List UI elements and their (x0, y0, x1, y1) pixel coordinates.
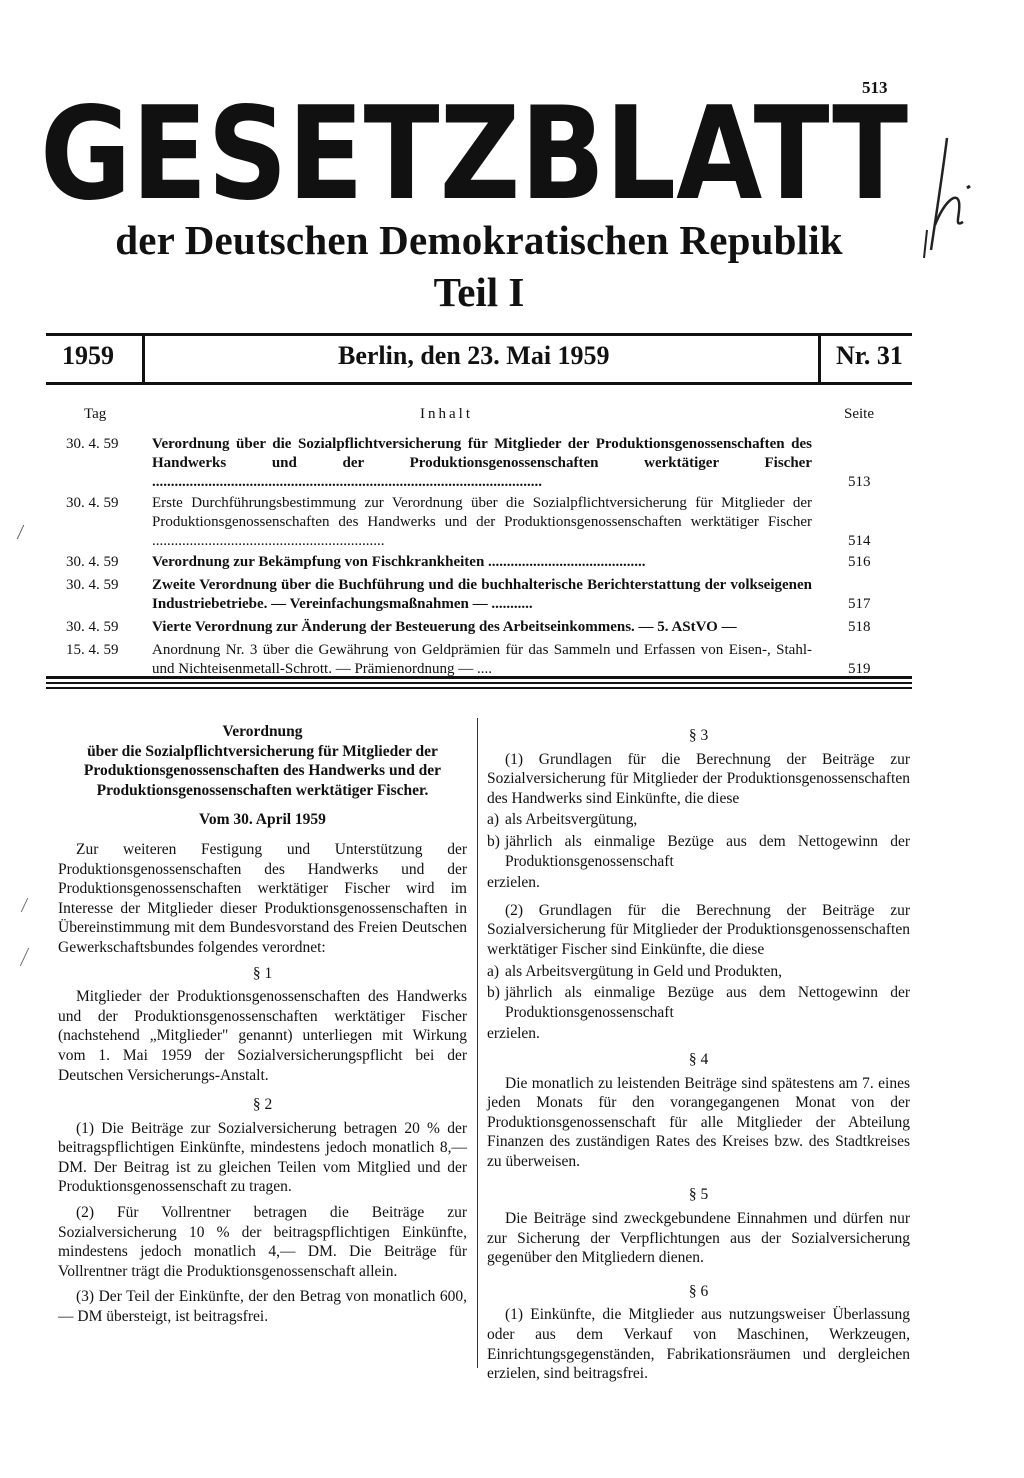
list-text: jährlich als einmalige Bezüge aus dem Nettogewinn der Produktionsgenossenschaft (505, 832, 910, 870)
handwritten-mark (915, 130, 985, 260)
list-label: b) (487, 832, 500, 850)
column-divider (477, 718, 478, 1368)
gazette-title (40, 88, 908, 208)
list-item (487, 832, 910, 871)
toc-date: 15. 4. 59 (66, 642, 119, 658)
table-of-contents (48, 403, 920, 681)
gazette-part: Teil I (433, 269, 525, 315)
ordinance-subject: über die Sozialpflichtversicherung für Mitglieder der Produktionsgenossenschaften des Handwerks und der Produktionsgenossenschaften werktätiger Fischer. (83, 742, 442, 799)
toc-entry (48, 576, 920, 614)
toc-entry (48, 435, 920, 492)
toc-date: 30. 4. 59 (66, 554, 119, 570)
gazette-subtitle: der Deutschen Demokratischen Republik (115, 217, 843, 263)
info-divider (142, 336, 145, 382)
toc-title: Verordnung zur Bekämpfung von Fischkrankheiten .......................................... (152, 554, 646, 570)
col-page: Seite (844, 406, 874, 422)
section-title: § 3 (688, 727, 709, 744)
toc-date: 30. 4. 59 (66, 495, 119, 511)
toc-page: 517 (848, 596, 871, 612)
toc-title: Verordnung über die Sozialpflichtversicherung für Mitglieder der Produktionsgenossenschaften des Handwerks und der Produktionsgenossenschaften werktätiger Fischer ........................................................................................................ (152, 436, 812, 490)
section-text: (3) Der Teil der Einkünfte, der den Betrag von monatlich 600,— DM übersteigt, ist beitragsfrei. (58, 1288, 467, 1326)
section-text: (2) Grundlagen für die Berechnung der Beiträge zur Sozialversicherung für Mitglieder der Produktionsgenossenschaften werktätiger Fischer sind Einkünfte, die diese (487, 901, 910, 958)
section-text: (1) Grundlagen für die Berechnung der Beiträge zur Sozialversicherung für Mitglieder der Produktionsgenossenschaften des Handwerks sind Einkünfte, die diese (487, 750, 910, 807)
toc-page: 518 (848, 619, 871, 635)
list-text: als Arbeitsvergütung, (505, 811, 638, 829)
list-item (487, 983, 910, 1022)
list-label: b) (487, 984, 500, 1002)
section-title: § 6 (688, 1282, 709, 1300)
section-text: erzielen. (487, 1025, 540, 1043)
section-text: Die monatlich zu leistenden Beiträge sind spätestens am 7. eines jeden Monats für den vorangegangenen Monat von der Produktionsgenossenschaft für alle Mitglieder der Abteilung Finanzen des zuständigen Rates des Kreises bzw. des Stadtkreises zu überweisen. (487, 1074, 910, 1170)
section-text: (1) Einkünfte, die Mitglieder aus nutzungsweiser Überlassung oder aus dem Verkauf von Maschinen, Werkzeugen, Einrichtungsgegenständen, Fabrikationsräumen und dergleichen erzielen, sind beitragsfrei. (487, 1306, 910, 1383)
section-title: § 5 (688, 1186, 709, 1204)
issue-year: 1959 (62, 341, 114, 370)
col-day: Tag (84, 406, 107, 422)
toc-date: 30. 4. 59 (66, 619, 119, 635)
right-column (487, 722, 910, 1390)
gazette-title-text: GESETZBLATT (40, 88, 908, 208)
section-text: (2) Für Vollrentner betragen die Beiträge zur Sozialversicherung 10 % der beitragspflichtigen Einkünfte, mindestens jedoch monatlich 4,— DM. Die Beiträge für Vollrentner trägt die Produktionsgenossenschaft allein. (58, 1204, 467, 1280)
issue-number: Nr. 31 (836, 341, 903, 370)
list-item (487, 810, 910, 830)
section-text: Mitglieder der Produktionsgenossenschaften des Handwerks und der Produktionsgenossenschaften werktätiger Fischer (nachstehend „Mitglieder" genannt) unterliegen mit Wirkung vom 1. Mai 1959 der Sozialversicherungspflicht bei der Deutschen Versicherungs-Anstalt. (58, 988, 467, 1084)
list-label: a) (487, 811, 500, 829)
list-label: a) (487, 962, 500, 980)
left-column (58, 722, 467, 1333)
toc-title: Anordnung Nr. 3 über die Gewährung von Geldprämien für das Sammeln und Erfassen von Eisen-, Stahl- und Nichteisenmetall-Schrott. — Prämienordnung — .... (152, 642, 812, 677)
toc-entry (48, 641, 920, 679)
col-title: Inhalt (420, 406, 473, 422)
section-title: § 2 (252, 1096, 273, 1114)
list-text: als Arbeitsvergütung in Geld und Produkten, (505, 962, 782, 980)
issue-place-date: Berlin, den 23. Mai 1959 (338, 341, 610, 370)
list-text: jährlich als einmalige Bezüge aus dem Nettogewinn der Produktionsgenossenschaft (505, 984, 910, 1021)
info-divider (818, 336, 821, 382)
section-text: Die Beiträge sind zweckgebundene Einnahmen und dürfen nur zur Sicherung der Verpflichtungen aus der Sozialversicherung gegenüber den Mitgliedern dienen. (487, 1210, 910, 1267)
margin-mark (20, 948, 37, 966)
page-number: 513 (862, 78, 888, 97)
toc-page: 513 (848, 474, 871, 490)
margin-mark (21, 898, 37, 912)
toc-title: Zweite Verordnung über die Buchführung und die buchhalterische Berichterstattung der volkseigenen Industriebetriebe. — Vereinfachungsmaßnahmen — ........... (152, 577, 812, 612)
margin-mark (17, 525, 35, 539)
section-title: § 1 (252, 964, 273, 982)
toc-page: 516 (848, 554, 871, 570)
preamble: Zur weiteren Festigung und Unterstützung der Produktionsgenossenschaften des Handwerks und der Produktionsgenossenschaften werktätiger Fischer wird im Interesse der Mitglieder dieser Produktionsgenossenschaften in Übereinstimmung mit dem Bundesvorstand des Freien Deutschen Gewerkschaftsbundes folgendes verordnet: (58, 840, 467, 956)
toc-title: Erste Durchführungsbestimmung zur Verordnung über die Sozialpflichtversicherung für Mitglieder der Produktionsgenossenschaften des Handwerks und der Produktionsgenossenschaften werktätiger Fischer .............................................................. (152, 495, 812, 549)
toc-entry (48, 494, 920, 551)
ordinance-heading: Verordnung (222, 723, 303, 740)
section-text: erzielen. (487, 874, 540, 892)
toc-page: 514 (848, 533, 871, 549)
toc-date: 30. 4. 59 (66, 577, 119, 593)
issue-info-bar (46, 333, 912, 385)
ordinance-date: Vom 30. April 1959 (199, 811, 326, 829)
section-title: § 4 (688, 1050, 709, 1068)
contents-rule (46, 676, 912, 689)
toc-entry (48, 618, 920, 637)
list-item (487, 962, 910, 982)
section-text: (1) Die Beiträge zur Sozialversicherung betragen 20 % der beitragspflichtigen Einkünfte, mindestens jedoch monatlich 8,— DM. Der Beitrag ist zu gleichen Teilen vom Mitglied und der Produktionsgenossenschaft zu tragen. (58, 1119, 467, 1196)
toc-date: 30. 4. 59 (66, 436, 119, 452)
toc-entry (48, 553, 920, 572)
toc-title: Vierte Verordnung zur Änderung der Besteuerung des Arbeitseinkommens. — 5. AStVO — (152, 619, 737, 635)
toc-page: 519 (848, 661, 871, 677)
contents-header (48, 403, 920, 435)
